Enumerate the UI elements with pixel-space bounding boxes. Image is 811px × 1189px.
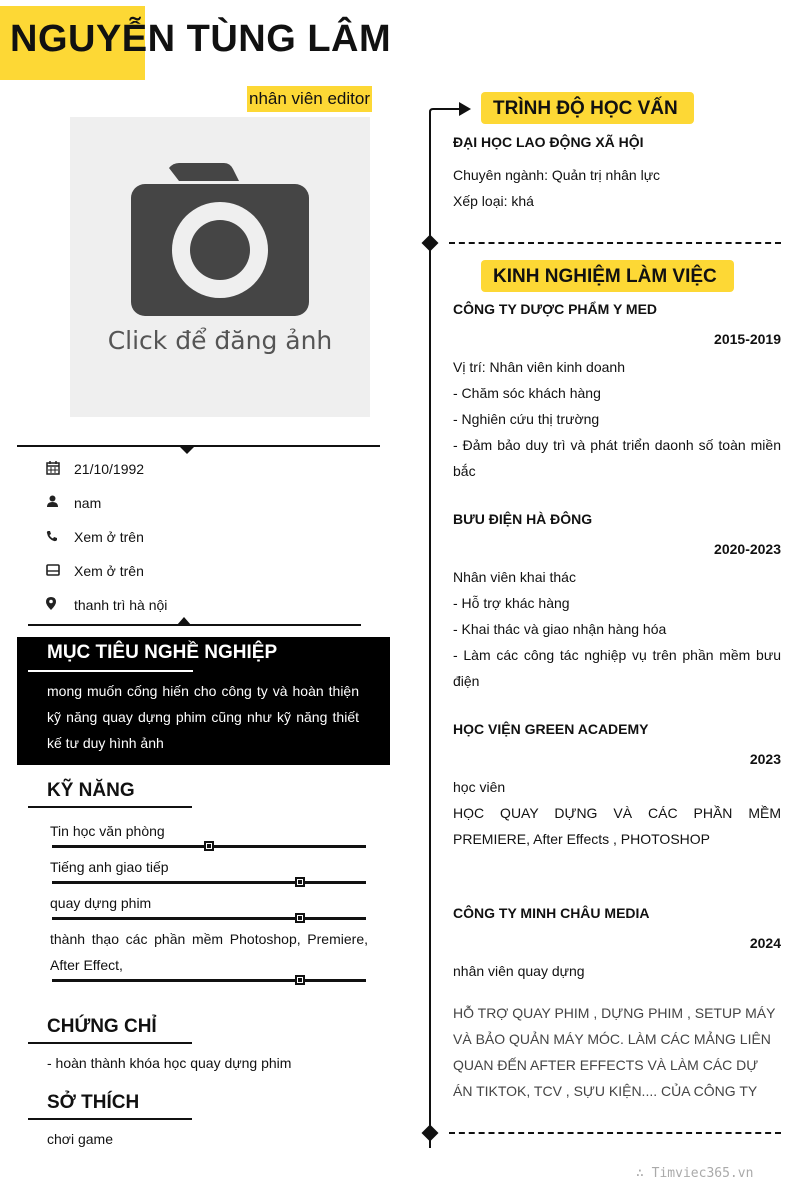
job-years: 2024 <box>749 935 781 951</box>
timeline-line <box>429 118 431 1148</box>
info-email-value: Xem ở trên <box>74 563 144 579</box>
candidate-name: NGUYỄN TÙNG LÂM <box>10 18 392 60</box>
education-major: Chuyên ngành: Quản trị nhân lực <box>453 167 661 183</box>
camera-icon <box>70 117 370 417</box>
skills-underline <box>28 806 192 808</box>
phone-icon <box>46 530 74 545</box>
career-goal-text: mong muốn cống hiến cho công ty và hoàn thiện kỹ năng quay dựng phim cũng như kỹ năng thiết kế tư duy hình ảnh <box>47 683 359 751</box>
skill-track <box>52 845 366 848</box>
job-years: 2020-2023 <box>714 541 781 557</box>
job-line: - Đảm bảo duy trì và phát triển daonh số toàn miền bắc <box>453 437 781 479</box>
job-company: HỌC VIỆN GREEN ACADEMY <box>453 721 649 737</box>
info-phone <box>46 526 376 548</box>
education-title: TRÌNH ĐỘ HỌC VẤN <box>493 98 678 119</box>
job-details: HỖ TRỢ QUAY PHIM , DỰNG PHIM , SETUP MÁY VÀ BẢO QUẢN MÁY MÓC. LÀM CÁC MẢNG LIÊN QUAN ĐẾN AFTER EFFECTS VÀ LÀM CÁC DỰ ÁN TIKTOK, TCV , SỰU KIỆN.... CỦA CÔNG TY <box>453 1005 776 1099</box>
skill-label: Tin học văn phòng <box>50 823 165 839</box>
job-line: Vị trí: Nhân viên kinh doanh <box>453 359 625 375</box>
job-company: BƯU ĐIỆN HÀ ĐÔNG <box>453 511 593 527</box>
divider-bottom <box>28 624 361 626</box>
arrow-down-icon <box>179 446 195 455</box>
skill-knob[interactable] <box>295 877 305 887</box>
education-rank: Xếp loại: khá <box>453 193 534 209</box>
divider-top <box>17 445 380 447</box>
skill-knob[interactable] <box>295 913 305 923</box>
skill-track <box>52 979 366 982</box>
job-line: HỌC QUAY DỰNG VÀ CÁC PHẦN MỀM PREMIERE, After Effects , PHOTOSHOP <box>453 805 781 847</box>
photo-upload[interactable] <box>70 117 370 417</box>
skill-label: Tiếng anh giao tiếp <box>50 859 169 875</box>
job-title: nhân viên editor <box>247 86 372 112</box>
dashed-divider <box>449 1132 781 1134</box>
career-goal-underline <box>28 670 193 672</box>
info-email <box>46 560 376 582</box>
arrow-up-icon <box>177 617 191 625</box>
job-years: 2023 <box>749 751 781 767</box>
timeline-diamond <box>422 1125 439 1142</box>
timeline-arrow-icon <box>429 100 473 122</box>
info-phone-value: Xem ở trên <box>74 529 144 545</box>
job-line: - Hỗ trợ khác hàng <box>453 595 570 611</box>
info-address <box>46 594 376 616</box>
timeline-diamond <box>422 235 439 252</box>
skill-label: thành thạo các phần mềm Photoshop, Premiere, After Effect, <box>50 931 368 973</box>
hobbies-underline <box>28 1118 192 1120</box>
job-line: - Khai thác và giao nhận hàng hóa <box>453 621 667 637</box>
job-company: CÔNG TY DƯỢC PHẨM Y MED <box>453 301 658 317</box>
watermark-glyph-icon: ∴ <box>636 1166 652 1181</box>
user-icon <box>46 495 74 511</box>
career-goal-title: MỤC TIÊU NGHỀ NGHIỆP <box>47 642 278 663</box>
skill-label: quay dựng phim <box>50 895 152 911</box>
email-icon <box>46 564 74 579</box>
job-company: CÔNG TY MINH CHÂU MEDIA <box>453 905 650 921</box>
hobbies-title: SỞ THÍCH <box>47 1092 140 1113</box>
job-line: nhân viên quay dựng <box>453 963 585 979</box>
dashed-divider <box>449 242 781 244</box>
location-icon <box>46 597 74 613</box>
job-line: Nhân viên khai thác <box>453 569 576 585</box>
info-address-value: thanh trì hà nội <box>74 597 168 613</box>
info-birthday-value: 21/10/1992 <box>74 461 145 477</box>
job-line: - Chăm sóc khách hàng <box>453 385 601 401</box>
experience-title: KINH NGHIỆM LÀM VIỆC <box>493 266 717 287</box>
certificates-text: - hoàn thành khóa học quay dựng phim <box>47 1055 292 1071</box>
info-birthday <box>46 458 376 480</box>
job-line: - Nghiên cứu thị trường <box>453 411 600 427</box>
job-line: - Làm các công tác nghiệp vụ trên phần mềm bưu điện <box>453 647 781 689</box>
skill-track <box>52 881 366 884</box>
job-line: học viên <box>453 779 506 795</box>
education-school: ĐẠI HỌC LAO ĐỘNG XÃ HỘI <box>453 134 644 150</box>
hobbies-text: chơi game <box>47 1131 113 1147</box>
watermark-text: Timviec365.vn <box>651 1166 754 1181</box>
certificates-title: CHỨNG CHỈ <box>47 1016 157 1037</box>
job-years: 2015-2019 <box>714 331 781 347</box>
info-gender <box>46 492 376 514</box>
skill-track <box>52 917 366 920</box>
skills-title: KỸ NĂNG <box>47 780 135 801</box>
skill-knob[interactable] <box>204 841 214 851</box>
calendar-icon <box>46 461 74 478</box>
watermark <box>636 1166 753 1181</box>
photo-upload-label: Click để đăng ảnh <box>107 326 333 355</box>
certificates-underline <box>28 1042 192 1044</box>
info-gender-value: nam <box>74 495 102 511</box>
skill-knob[interactable] <box>295 975 305 985</box>
